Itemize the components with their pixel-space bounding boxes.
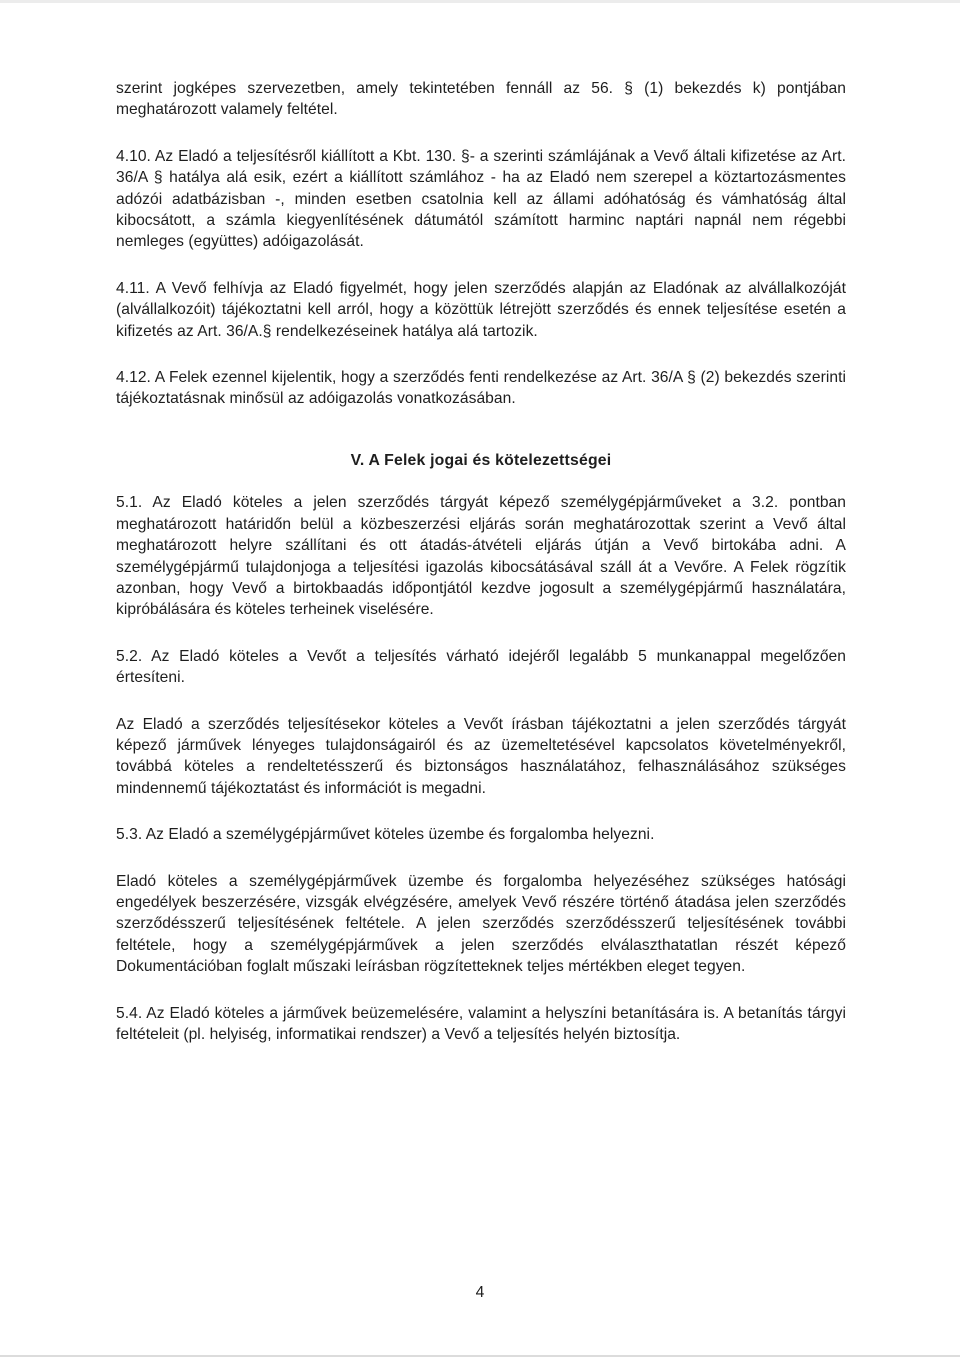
paragraph-5-1: 5.1. Az Eladó köteles a jelen szerződés tárgyát képező személygépjárműveket a 3.2. pontban meghatározott határidőn belül a közbeszerzési eljárás során meghatározottak szerint a Vevő által meghatározott helyre szállítani és ott átadás-átvételi eljárás útján a Vevő birtokába adni. A személygépjármű tulajdonjoga a teljesítési igazolás kibocsátásával száll át a Vevőre. A Felek rögzítik azonban, hogy Vevő a birtokbaadás időpontjától kezdve jogosult a személygépjármű használatára, kipróbálására és köteles terheinek viselésére. xyxy=(116,494,846,619)
paragraph-5-2-information: Az Eladó a szerződés teljesítésekor köteles a Vevőt írásban tájékoztatni a jelen szerződés tárgyát képező járművek lényeges tulajdonságairól és az üzemeltetésével kapcsolatos követelményekről, továbbá köteles a rendeltetésszerű és biztonságos használatához, felhasználásához szükséges mindennemű tájékoztatást és információt is megadni. xyxy=(116,715,846,797)
paragraph-intro-continuation: szerint jogképes szervezetben, amely tekintetében fennáll az 56. § (1) bekezdés k) pontjában meghatározott valamely feltétel. xyxy=(116,80,846,119)
paragraph-4-10: 4.10. Az Eladó a teljesítésről kiállított a Kbt. 130. §- a szerinti számlájának a Vevő általi kifizetése az Art. 36/A § hatálya alá esik, ezért a kiállított számlához - ha az Eladó nem szerepel a köztartozásmentes adózói adatbázisban -, minden esetben csatolnia kell az állami adóhatóság és vámhatóság által kibocsátott, a számla kiegyenlítésének dátumától számított harminc naptári napnál nem régebbi nemleges (együttes) adóigazolását. xyxy=(116,147,846,251)
document-body xyxy=(116,78,846,1070)
paragraph-4-11: 4.11. A Vevő felhívja az Eladó figyelmét, hogy jelen szerződés alapján az Eladónak az alvállalkozóját (alvállalkozóit) tájékoztatni kell arról, hogy a közöttük létrejött szerződés és ennek teljesítése esetén a kifizetés az Art. 36/A.§ rendelkezéseinek hatálya alá tartozik. xyxy=(116,279,846,340)
paragraph-5-2: 5.2. Az Eladó köteles a Vevőt a teljesítés várható idejéről legalább 5 munkanappal megelőzően értesíteni. xyxy=(116,647,846,687)
section-heading-v: V. A Felek jogai és kötelezettségei xyxy=(350,451,612,469)
page-number: 4 xyxy=(475,1284,485,1301)
paragraph-5-3-permits: Eladó köteles a személygépjárművek üzembe és forgalomba helyezéséhez szükséges hatósági engedélyek beszerzésére, vizsgák elvégzésére, amelyek Vevő részére történő átadása jelen szerződés szerződésszerű teljesítésének feltétele. A jelen szerződés szerződésszerű teljesítésének további feltétele, hogy a személygépjárművek a jelen szerződés elválaszthatatlan részét képező Dokumentációban foglalt műszaki leírásban rögzítetteknek teljes mértékben eleget tegyen. xyxy=(116,872,846,976)
paragraph-5-3: 5.3. Az Eladó a személygépjárművet köteles üzembe és forgalomba helyezni. xyxy=(116,826,655,844)
scan-top-edge xyxy=(0,0,960,3)
paragraph-5-4: 5.4. Az Eladó köteles a járművek beüzemelésére, valamint a helyszíni betanítására is. A betanítás tárgyi feltételeit (pl. helyiség, informatikai rendszer) a Vevő a teljesítés helyén biztosítja. xyxy=(116,1004,846,1043)
paragraph-4-12: 4.12. A Felek ezennel kijelentik, hogy a szerződés fenti rendelkezése az Art. 36/A § (2) bekezdés szerinti tájékoztatásnak minősül az adóigazolás vonatkozásában. xyxy=(116,369,846,408)
